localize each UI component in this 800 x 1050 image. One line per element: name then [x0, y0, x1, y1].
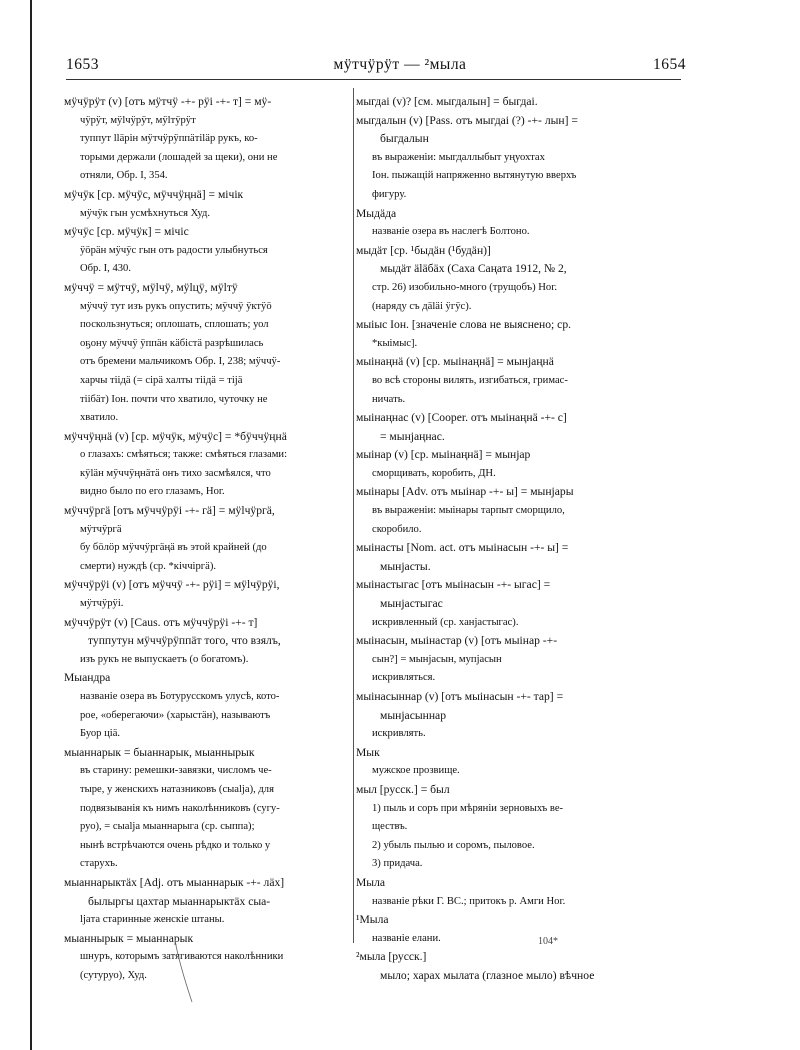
entry-text-line: во всѣ стороны вилять, изгибаться, гримас-	[372, 374, 568, 386]
pencil-mark-icon	[150, 940, 210, 1010]
entry-text-line: ничать.	[372, 393, 406, 405]
dictionary-entry	[64, 874, 346, 930]
entry-text-line: искривлять.	[372, 728, 426, 740]
dictionary-entry	[64, 223, 346, 279]
entry-text-line: о глазахъ: смѣяться; также: смѣяться глазами:	[80, 449, 288, 461]
entry-headword-line: мӱччӱңнä (v) [ср. мӱчӱк, мӱчӱс] = *бӱччӱңнä	[64, 429, 287, 443]
entry-text-line: мӱтчӱргä	[80, 523, 122, 535]
column-divider	[353, 88, 354, 943]
entry-text-line: смерти) нуждѣ (ср. *кiччiргä).	[80, 560, 217, 572]
entry-text-line: подвязыванія къ нимъ наколѣнниковъ (сугу-	[80, 802, 280, 814]
entry-text-line: быгдалын	[380, 132, 429, 146]
entry-headword-line: мӱчӱрӱт (v) [отъ мӱтчӱ -+- рӱі -+- т] = мӱ-	[64, 95, 272, 108]
entry-text-line: стр. 26) изобильно-много (трущобъ) Ног.	[372, 281, 558, 293]
entry-headword-line: мыiнаңнас (v) [Cooper. отъ мыiнаңнä -+- с]	[356, 411, 567, 425]
dictionary-entry	[356, 688, 656, 744]
entry-headword-line: Мыандра	[64, 671, 111, 685]
dictionary-entry	[356, 112, 656, 205]
dictionary-entry	[64, 428, 346, 502]
entry-text-line: Буор цiä.	[80, 728, 121, 740]
entry-headword-line: ²мыла [русск.]	[356, 950, 427, 964]
entry-headword-line: Мыдäда	[356, 206, 397, 220]
entry-text-line: старухъ.	[80, 858, 118, 870]
dictionary-entry	[356, 316, 656, 353]
left-column	[64, 93, 346, 986]
entry-text-line: названіе озера въ наслегѣ Болтоно.	[372, 226, 530, 238]
entry-headword-line: мӱччӱрӱі (v) [отъ мӱччӱ -+- рӱі] = мӱlчӱрӱі,	[64, 578, 280, 592]
entry-headword-line: мыгдалын (v) [Pass. отъ мыгдаі (?) -+- лын] =	[356, 113, 578, 127]
entry-text-line: *кыімыс].	[372, 337, 418, 349]
entry-headword-line: мӱчӱк [ср. мӱчӱс, мӱччӱңнä] = мiчiк	[64, 187, 244, 201]
entry-text-line: бу бöлӧр мӱччӱргäңä въ этой крайней (до	[80, 542, 267, 554]
entry-headword-line: мыiнар (v) [ср. мыiнаңнä] = мынjар	[356, 448, 531, 462]
dictionary-entry	[64, 669, 346, 743]
entry-text-line: сморщивать, коробить, ДН.	[372, 467, 496, 479]
entry-text-line: мыло; харах мылата (глазное мыло) вѣчное	[380, 968, 595, 982]
entry-text-line: фигуру.	[372, 188, 407, 200]
entry-text-line: мынjастыгас	[380, 597, 443, 611]
dictionary-entry	[64, 744, 346, 874]
entry-text-line: оҕону мӱччӱ ӱппäн кäбiстä разрѣшилась	[80, 337, 264, 349]
left-page-number: 1653	[66, 56, 99, 73]
entry-headword-line: мыiнасты [Nom. act. отъ мыiнасын -+- ы] =	[356, 541, 569, 555]
entry-headword-line: мыiнасыннар (v) [отъ мыiнасын -+- тар] =	[356, 690, 564, 703]
entry-text-line: = мынjаңнас.	[380, 429, 445, 443]
entry-text-line: (наряду съ дäläі ӱгӱс).	[372, 300, 472, 312]
dictionary-entry	[356, 242, 656, 316]
dictionary-entry	[356, 353, 656, 409]
entry-text-line: туппутун мӱччӱрӱппäт того, что взялъ,	[88, 634, 281, 648]
entry-text-line: шнуръ, которымъ затягиваются наколѣнники	[80, 951, 284, 963]
sheet-number: 104*	[538, 936, 558, 947]
entry-text-line: въ выраженіи: мыгдаллыбыт уңуохтах	[372, 151, 545, 163]
entry-text-line: торыми держали (лошадей за щеки), они не	[80, 151, 278, 163]
entry-text-line: мынjасыннар	[380, 708, 446, 722]
entry-headword-line: мыгдаі (v)? [см. мыгдалын] = быгдаі.	[356, 95, 538, 108]
dictionary-entry	[356, 948, 656, 985]
entry-text-line: сын?] = мынjасын, мупjасын	[372, 653, 502, 665]
entry-text-line: туппут lläpiн мӱтчӱрӱппäтiläр рукъ, ко-	[80, 133, 258, 145]
header-rule	[66, 79, 681, 80]
entry-headword-line: мыаннарыктäх [Adj. отъ мыаннарык -+- лäх]	[64, 875, 285, 889]
entry-text-line: изъ рукъ не выпускаетъ (о богатомъ).	[80, 653, 249, 665]
entry-text-line: мӱтчӱрӱі.	[80, 598, 124, 610]
entry-headword-line: мыаннарык = быаннарык, мыаннырык	[64, 745, 255, 759]
entry-headword-line: мыiнастыгас [отъ мыiнасын -+- ыгас] =	[356, 578, 551, 592]
entry-text-line: скоробило.	[372, 523, 422, 535]
entry-headword-line: мыiнары [Adv. отъ мыiнар -+- ы] = мынjары	[356, 485, 574, 499]
entry-text-line: ӱöрäн мӱчӱс гын отъ радости улыбнуться	[80, 244, 268, 256]
entry-text-line: тыре, у женскихъ натазниковъ (сыаlja), для	[80, 783, 274, 795]
entry-text-line: харчы тiiдä (= сiрä халты тiiдä = тijä	[80, 374, 243, 386]
entry-text-line: кӱläн мӱччӱңнäтä онъ тихо засмѣялся, что	[80, 467, 271, 479]
entry-text-line: 3) придача.	[372, 858, 423, 870]
entry-text-line: ljaта старинные женскiе штаны.	[80, 914, 225, 926]
entry-text-line: въ старину: ремешки-завязки, числомъ че-	[80, 765, 272, 777]
running-header: мӱтчӱрӱт — ²мыла	[333, 56, 467, 73]
entry-text-line: отняли, Обр. I, 354.	[80, 170, 168, 182]
entry-headword-line: Мык	[356, 745, 380, 759]
entry-text-line: видно было по его глазамъ, Ног.	[80, 486, 225, 498]
dictionary-entry	[356, 409, 656, 446]
dictionary-entry	[356, 874, 656, 911]
entry-headword-line: мӱчӱс [ср. мӱчӱк] = мiчiс	[64, 225, 189, 239]
entry-headword-line: мӱччӱ = мӱтчӱ, мӱlчӱ, мӱlцӱ, мӱlтӱ	[64, 280, 238, 294]
entry-text-line: мужское прозвище.	[372, 765, 460, 777]
entry-text-line: руо), = сыаlja мыаннарыга (ср. сыппа);	[80, 821, 255, 833]
entry-text-line: 1) пыль и соръ при мѣрянiи зерновыхъ ве-	[372, 802, 564, 814]
entry-text-line: Обр. I, 430.	[80, 263, 131, 275]
entry-text-line: хватило.	[80, 412, 119, 424]
entry-text-line: 2) убыль пылью и соромъ, пыловое.	[372, 839, 535, 851]
entry-headword-line: мыл [русск.] = был	[356, 782, 450, 796]
entry-text-line: чӱрӱт, мӱlчӱрӱт, мӱlтӱрӱт	[80, 114, 196, 126]
dictionary-entry	[356, 483, 656, 539]
dictionary-entry	[356, 744, 656, 781]
binding-edge-line	[30, 0, 32, 1050]
dictionary-entry	[356, 539, 656, 576]
entry-text-line: названіе рѣки Г. ВС.; притокъ р. Амги Ног.	[372, 895, 566, 907]
entry-headword-line: мыiнасын, мыiнастар (v) [отъ мыiнар -+-	[356, 634, 558, 648]
dictionary-entry	[356, 632, 656, 688]
entry-text-line: искривляться.	[372, 672, 436, 684]
dictionary-entry	[356, 911, 656, 948]
dictionary-entry	[356, 93, 656, 112]
dictionary-entry	[356, 446, 656, 483]
right-page-number: 1654	[653, 56, 686, 73]
entry-text-line: ществъ.	[372, 821, 408, 833]
dictionary-entry	[64, 502, 346, 576]
entry-text-line: отъ бремени мальчикомъ Обр. I, 238; мӱччӱ-	[80, 356, 281, 368]
dictionary-entry	[356, 576, 656, 632]
entry-text-line: Іон. пыжащiй напряженно вытянутую вверхъ	[372, 170, 577, 182]
dictionary-entry	[64, 186, 346, 223]
entry-headword-line: мӱччӱрӱт (v) [Caus. отъ мӱччӱрӱі -+- т]	[64, 615, 258, 629]
entry-text-line: былыргы цахтар мыаннарыктäх сыа-	[88, 894, 271, 908]
entry-text-line: мынjасты.	[380, 559, 431, 573]
dictionary-entry	[64, 576, 346, 613]
entry-text-line: (сутуруо), Худ.	[80, 969, 147, 981]
right-column	[356, 93, 656, 986]
entry-text-line: мӱччӱ тут изъ рукъ опустить; мӱччӱ ӱктӱӧ	[80, 300, 272, 312]
entry-text-line: поскользнуться; оплошать, сплошать; уол	[80, 319, 269, 331]
entry-headword-line: Мыла	[356, 875, 386, 889]
entry-text-line: названіе елани.	[372, 932, 441, 944]
entry-headword-line: ¹Мыла	[356, 913, 389, 927]
dictionary-entry	[356, 781, 656, 874]
entry-text-line: тiiбäт) Іон. почти что хватило, чуточку не	[80, 393, 268, 405]
dictionary-entry	[64, 614, 346, 670]
entry-headword-line: мыаннырык = мыаннарык	[64, 931, 194, 945]
entry-headword-line: мыдäт [ср. ¹быдäн (¹будäн)]	[356, 243, 491, 257]
entry-text-line: мӱчӱк гын усмѣхнуться Худ.	[80, 207, 210, 219]
entry-text-line: названіе озера въ Ботуруcскомъ улусѣ, кото-	[80, 691, 280, 702]
entry-headword-line: мыiыс Іон. [значеніе слова не выяснено; ср.	[356, 318, 572, 332]
entry-headword-line: мыiнаңнä (v) [ср. мыiнаңнä] = мынjаңнä	[356, 355, 554, 369]
entry-text-line: нынѣ встрѣчаются очень рѣдко и только у	[80, 839, 271, 851]
entry-text-line: въ выраженіи: мыiнары тарпыт сморщило,	[372, 505, 565, 517]
entry-text-line: рое, «оберегаючи» (харыстäн), называютъ	[80, 709, 271, 721]
entry-text-line: мыдäт äläбäх (Саха Саңата 1912, № 2,	[380, 262, 567, 276]
dictionary-entry	[64, 279, 346, 428]
entry-text-line: искривленный (ср. ханjастыгас).	[372, 616, 519, 628]
entry-headword-line: мӱччӱргä [отъ мӱччӱрӱі -+- гä] = мӱlчӱргä,	[64, 504, 275, 518]
dictionary-entry	[64, 93, 346, 186]
dictionary-entry	[356, 205, 656, 242]
